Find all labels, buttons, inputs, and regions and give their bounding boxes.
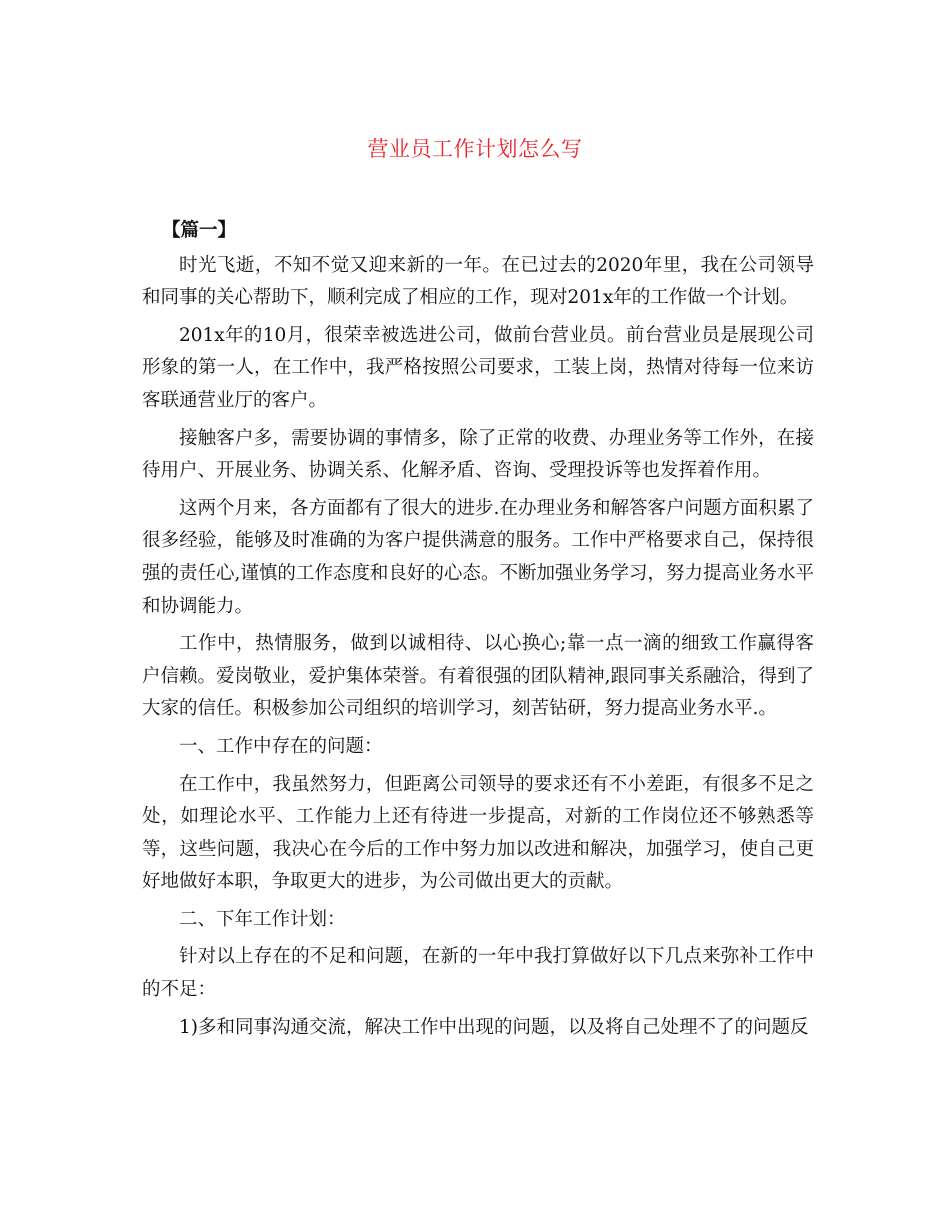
paragraph-duties: 接触客户多，需要协调的事情多，除了正常的收费、办理业务等工作外，在接待用户、开展业务、协调关系、化解矛盾、咨询、受理投诉等也发挥着作用。 — [142, 427, 814, 482]
paragraph-plan-intro: 针对以上存在的不足和问题，在新的一年中我打算做好以下几点来弥补工作中的不足： — [142, 946, 814, 1001]
heading-problems: 一、工作中存在的问题： — [179, 735, 383, 757]
section-label: 【篇一】 — [162, 220, 237, 241]
document-title: 营业员工作计划怎么写 — [367, 137, 583, 161]
paragraph-intro: 时光飞逝，不知不觉又迎来新的一年。在已过去的2020年里，我在公司领导和同事的关心帮助下，顺利完成了相应的工作，现对201x年的工作做一个计划。 — [142, 254, 814, 309]
heading-plan: 二、下年工作计划： — [179, 908, 346, 930]
document-body — [142, 215, 814, 1049]
paragraph-problems: 在工作中，我虽然努力，但距离公司领导的要求还有不小差距，有很多不足之处，如理论水平、工作能力上还有待进一步提高，对新的工作岗位还不够熟悉等等，这些问题，我决心在今后的工作中努力加以改进和解决，加强学习，使自己更好地做好本职，争取更大的进步，为公司做出更大的贡献。 — [142, 773, 814, 893]
paragraph-plan-item-1: 1)多和同事沟通交流，解决工作中出现的问题，以及将自己处理不了的问题反 — [179, 1016, 809, 1038]
paragraph-progress: 这两个月来，各方面都有了很大的进步.在办理业务和解答客户问题方面积累了很多经验，能够及时准确的为客户提供满意的服务。工作中严格要求自己，保持很强的责任心,谨慎的工作态度和良好的心态。不断加强业务学习，努力提高业务水平和协调能力。 — [142, 497, 814, 617]
paragraph-service: 工作中，热情服务，做到以诚相待、以心换心;靠一点一滴的细致工作赢得客户信赖。爱岗敬业，爱护集体荣誉。有着很强的团队精神,跟同事关系融洽，得到了大家的信任。积极参加公司组织的培训学习，刻苦钻研，努力提高业务水平.。 — [142, 633, 814, 720]
paragraph-joining: 201x年的10月，很荣幸被选进公司，做前台营业员。前台营业员是展现公司形象的第一人，在工作中，我严格按照公司要求，工装上岗，热情对待每一位来访客联通营业厅的客户。 — [142, 324, 814, 411]
